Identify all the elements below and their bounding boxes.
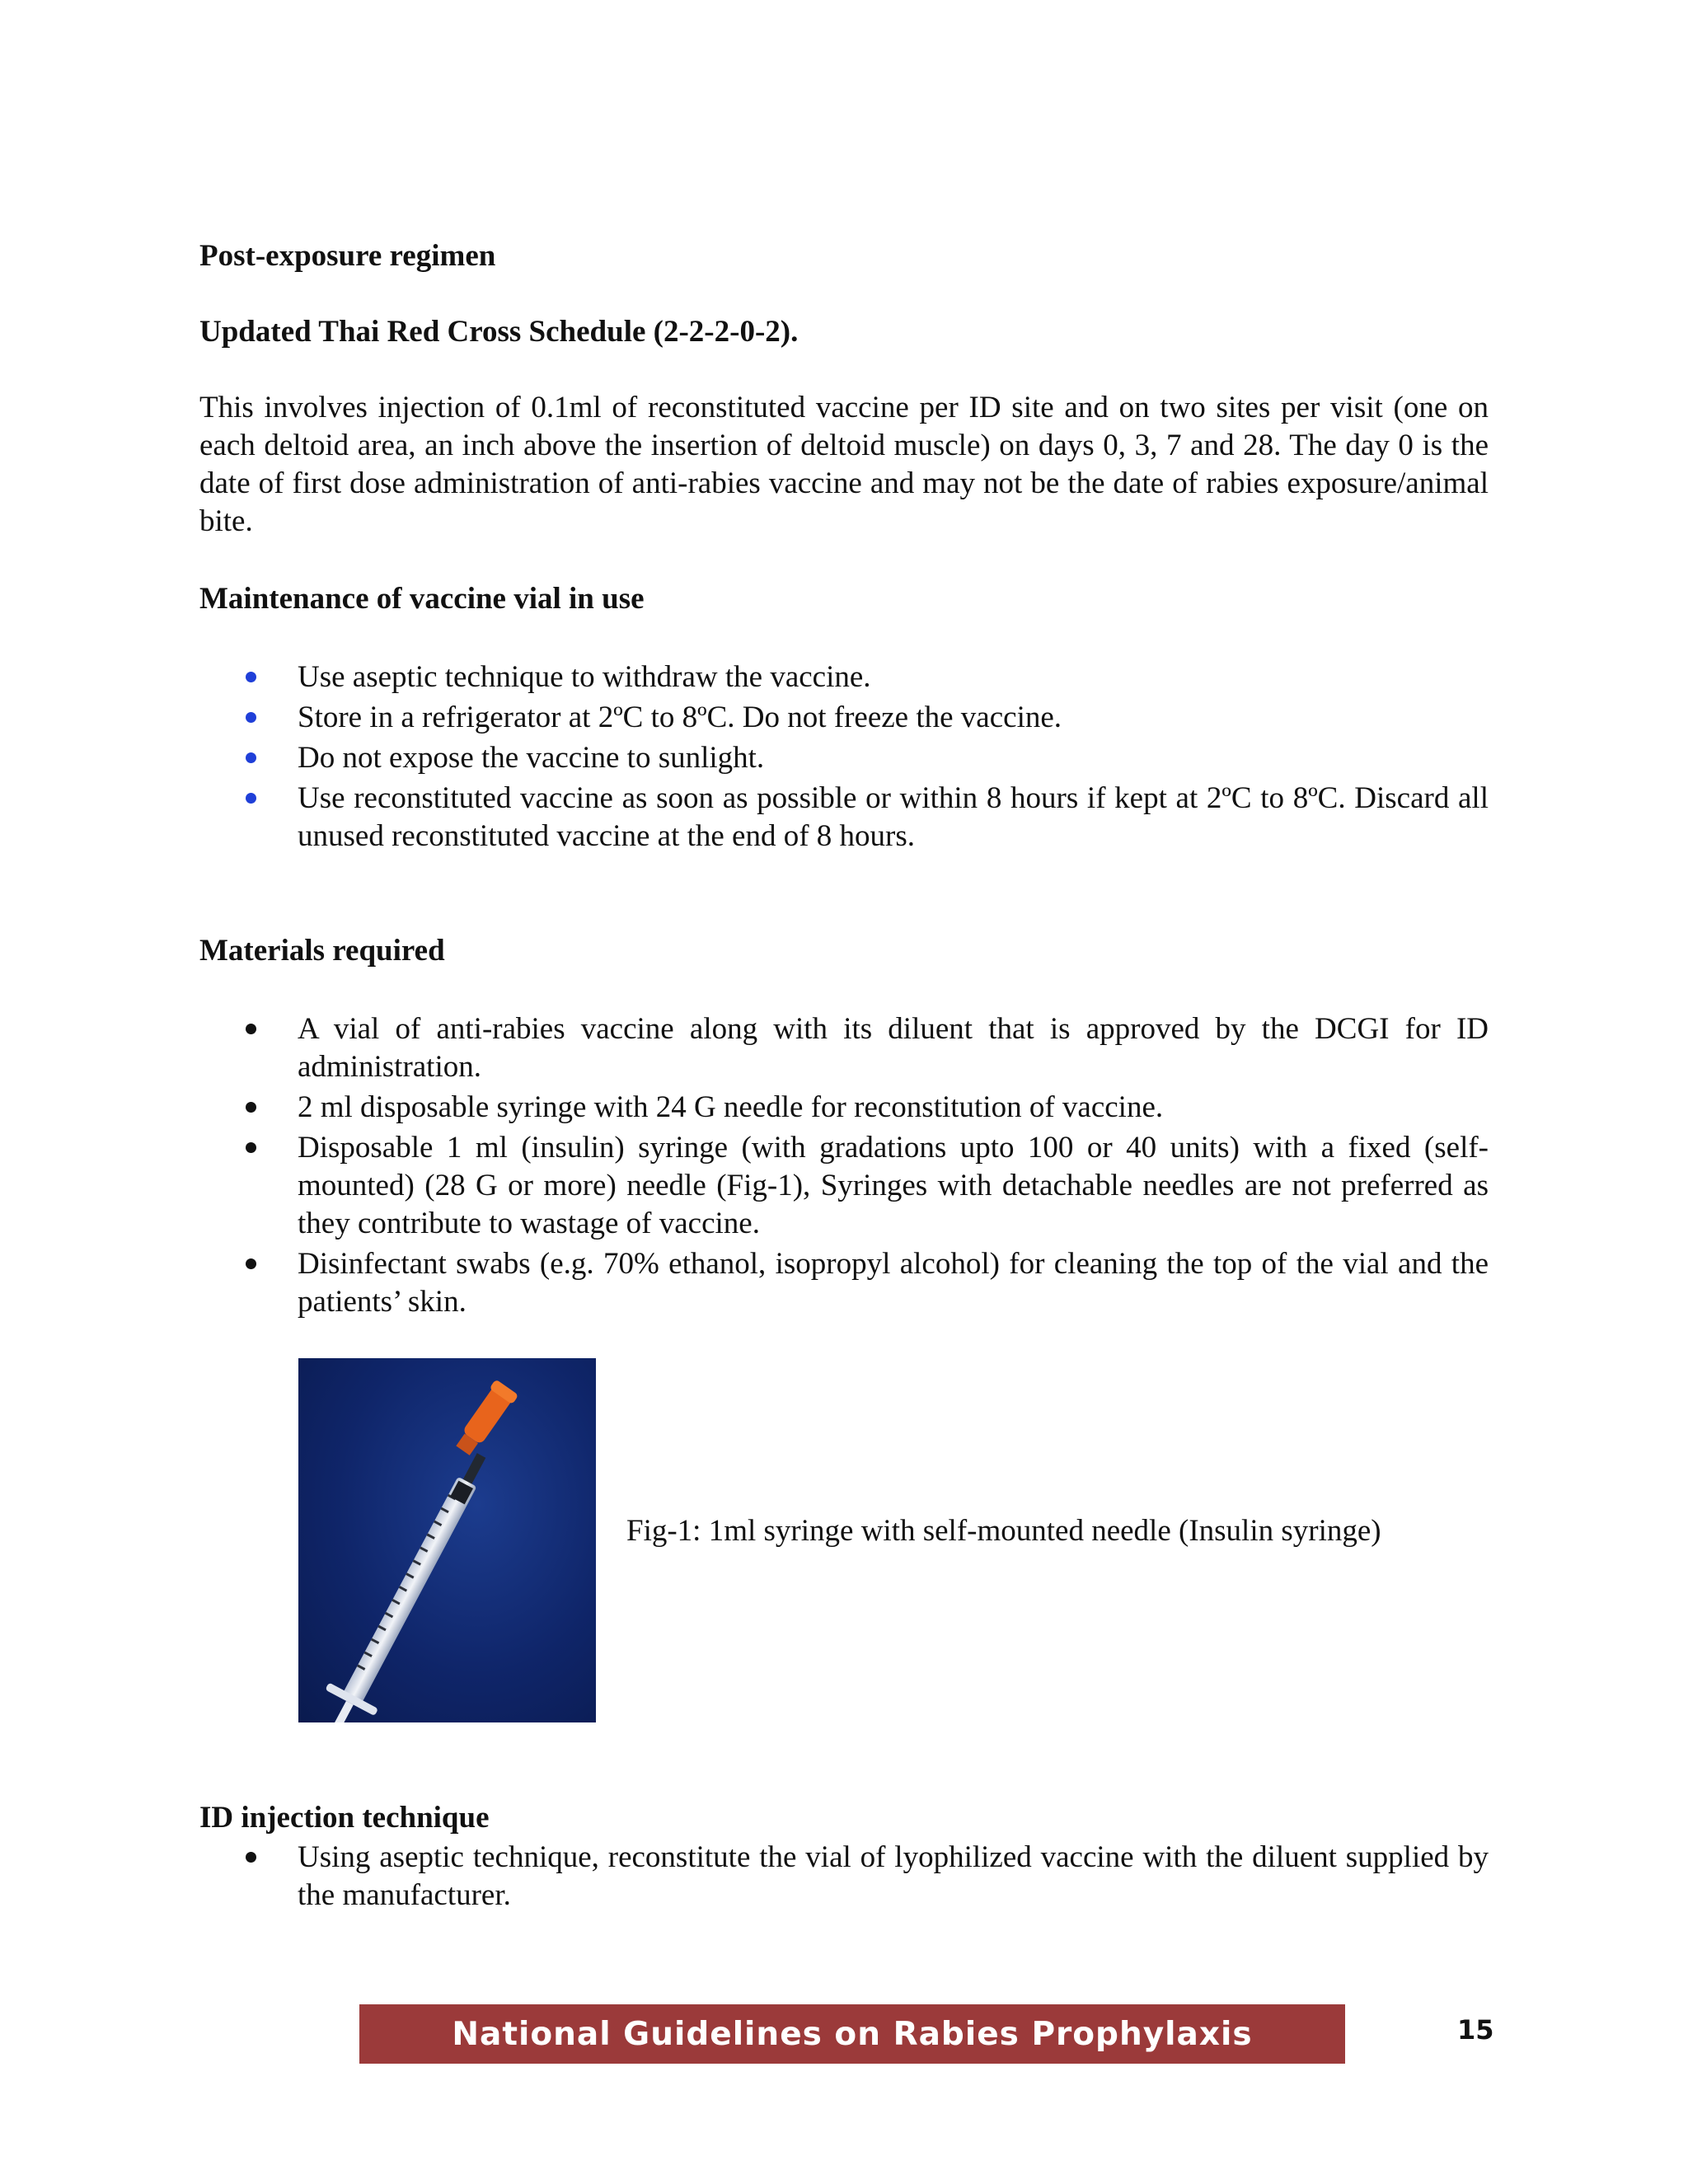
technique-list — [199, 1839, 1489, 1915]
list-item: Store in a refrigerator at 2ºC to 8ºC. Do not freeze the vaccine. — [199, 699, 1489, 737]
footer-title: National Guidelines on Rabies Prophylaxis — [452, 2015, 1253, 2053]
bullet-icon — [246, 712, 256, 723]
list-item: Disinfectant swabs (e.g. 70% ethanol, isopropyl alcohol) for cleaning the top of the vial and the patients’ skin. — [199, 1245, 1489, 1321]
technique-heading: ID injection technique — [199, 1801, 490, 1835]
list-item: Disposable 1 ml (insulin) syringe (with gradations upto 100 or 40 units) with a fixed (self-mounted) (28 G or more) needle (Fig-1), Syringes with detachable needles are not preferred as they contribute to wastage of vaccine. — [199, 1129, 1489, 1243]
maintenance-heading: Maintenance of vaccine vial in use — [199, 582, 645, 616]
list-item: Do not expose the vaccine to sunlight. — [199, 739, 1489, 777]
list-item: Use reconstituted vaccine as soon as possible or within 8 hours if kept at 2ºC to 8ºC. Discard all unused reconstituted vaccine at the end of 8 hours. — [199, 780, 1489, 855]
list-item: A vial of anti-rabies vaccine along with its diluent that is approved by the DCGI for ID administration. — [199, 1010, 1489, 1086]
bullet-icon — [246, 1852, 256, 1863]
syringe-photo — [298, 1358, 596, 1722]
bullet-icon — [246, 1258, 256, 1269]
bullet-icon — [246, 793, 256, 804]
bullet-icon — [246, 1142, 256, 1153]
bullet-icon — [246, 1024, 256, 1034]
page-number: 15 — [1457, 2014, 1494, 2046]
materials-list — [199, 1010, 1489, 1321]
syringe-icon — [298, 1358, 596, 1722]
list-item: Using aseptic technique, reconstitute the vial of lyophilized vaccine with the diluent supplied by the manufacturer. — [199, 1839, 1489, 1915]
schedule-subheading: Updated Thai Red Cross Schedule (2-2-2-0-2). — [199, 315, 799, 349]
footer-banner — [359, 2004, 1345, 2064]
materials-heading: Materials required — [199, 934, 445, 968]
list-item: Use aseptic technique to withdraw the vaccine. — [199, 658, 1489, 696]
list-item: 2 ml disposable syringe with 24 G needle for reconstitution of vaccine. — [199, 1089, 1489, 1127]
post-exposure-heading: Post-exposure regimen — [199, 239, 496, 273]
bullet-icon — [246, 672, 256, 682]
bullet-icon — [246, 1102, 256, 1113]
bullet-icon — [246, 752, 256, 763]
maintenance-list — [199, 658, 1489, 855]
schedule-paragraph: This involves injection of 0.1ml of reconstituted vaccine per ID site and on two sites per visit (one on each deltoid area, an inch above the insertion of deltoid muscle) on days 0, 3, 7 and 28. The day 0 is the date of first dose administration of anti-rabies vaccine and may not be the date of rabies exposure/animal bite. — [199, 391, 1489, 538]
figure-caption: Fig-1: 1ml syringe with self-mounted needle (Insulin syringe) — [626, 1514, 1381, 1548]
